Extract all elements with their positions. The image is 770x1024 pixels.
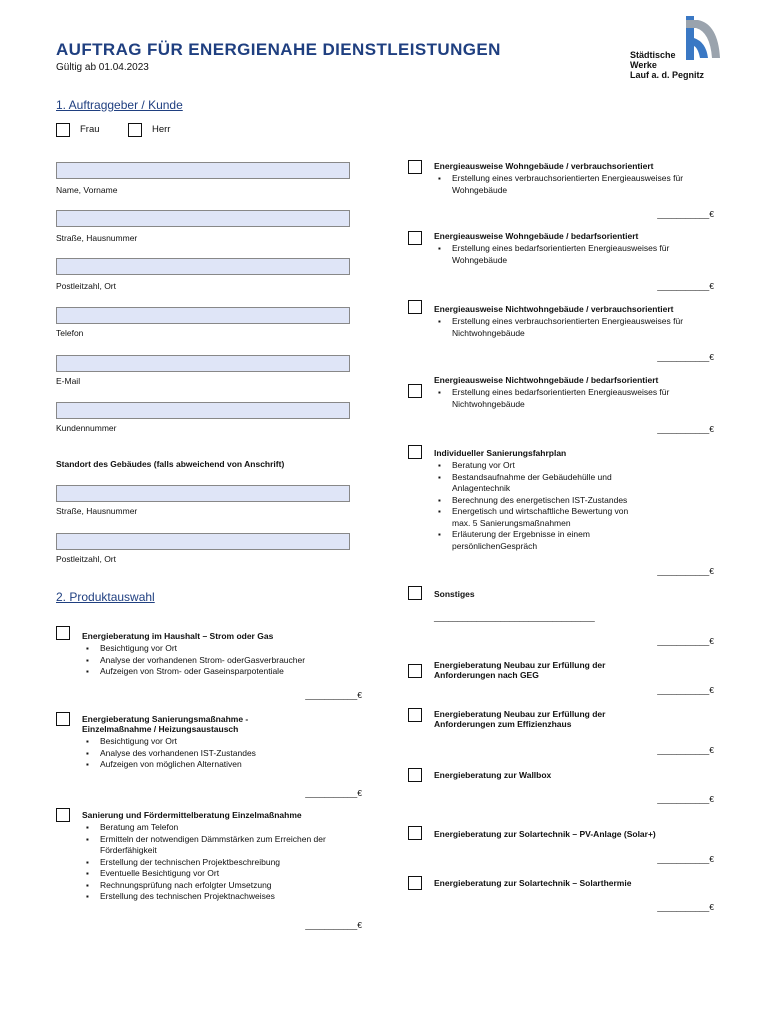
product-title: Energieberatung im Haushalt – Strom oder Gas [82, 631, 274, 641]
product-ea-wohn-verbrauch [434, 161, 714, 196]
product-title: Energieausweise Wohngebäude / bedarfsorientiert [434, 231, 639, 241]
section-products-heading: 2. Produktauswahl [56, 590, 155, 604]
site-street-label: Straße, Hausnummer [56, 506, 138, 516]
list-item: ▪ Besichtigung vor Ort [100, 643, 362, 655]
checkbox-solarthermie[interactable] [408, 876, 422, 890]
label-frau: Frau [80, 124, 100, 135]
company-logo [628, 14, 724, 84]
zip-city-label: Postleitzahl, Ort [56, 281, 116, 291]
product-title: Individueller Sanierungsfahrplan [434, 448, 567, 458]
product-title-sonstiges: Sonstiges [434, 589, 475, 599]
valid-from: Gültig ab 01.04.2023 [56, 62, 149, 73]
list-item: ▪ Ermitteln der notwendigen Dämmstärken zum Erreichen der Förderfähigkeit [100, 834, 364, 857]
site-street-field[interactable] [56, 485, 350, 502]
section-customer-heading: 1. Auftraggeber / Kunde [56, 98, 183, 112]
street-label: Straße, Hausnummer [56, 233, 138, 243]
product-ea-wohn-bedarf [434, 231, 714, 266]
checkbox-ea-wohn-bedarf[interactable] [408, 231, 422, 245]
logo-line-1: Städtische [630, 50, 676, 60]
list-item: ▪ Rechnungsprüfung nach erfolgter Umsetzung [100, 880, 364, 892]
checkbox-sanierung[interactable] [56, 712, 70, 726]
product-foerdermittel [82, 810, 364, 903]
checkbox-haushalt[interactable] [56, 626, 70, 640]
product-sanierungsfahrplan [434, 448, 634, 552]
price-field[interactable]: ___________€ [657, 794, 714, 804]
checkbox-herr[interactable] [128, 123, 142, 137]
price-field[interactable]: ___________€ [657, 745, 714, 755]
list-item: ▪ Erläuterung der Ergebnisse in einem persönlichenGespräch [452, 529, 634, 552]
list-item: ▪ Beratung vor Ort [452, 460, 634, 472]
product-title-wallbox: Energieberatung zur Wallbox [434, 770, 552, 780]
price-field[interactable]: ___________€ [657, 685, 714, 695]
logo-line-3: Lauf a. d. Pegnitz [630, 70, 705, 80]
list-item: ▪ Erstellung der technischen Projektbeschreibung [100, 857, 364, 869]
list-item: ▪ Aufzeigen von Strom- oder Gaseinsparpotentiale [100, 666, 362, 678]
price-field[interactable]: ___________€ [657, 902, 714, 912]
label-herr: Herr [152, 124, 171, 135]
product-sanierung [82, 714, 282, 771]
product-ea-nichtwohn-bedarf [434, 375, 714, 410]
phone-field[interactable] [56, 307, 350, 324]
price-field[interactable]: ___________€ [657, 209, 714, 219]
price-field[interactable]: ___________€ [657, 566, 714, 576]
price-field[interactable]: ___________€ [657, 424, 714, 434]
product-haushalt [82, 631, 362, 678]
checkbox-neubau-effizienzhaus[interactable] [408, 708, 422, 722]
price-field[interactable]: ___________€ [657, 281, 714, 291]
product-title: Energieausweise Wohngebäude / verbrauchsorientiert [434, 161, 654, 171]
product-title-pv-anlage: Energieberatung zur Solartechnik – PV-Anlage (Solar+) [434, 829, 656, 839]
checkbox-ea-nichtwohn-bedarf[interactable] [408, 384, 422, 398]
list-item: ▪ Erstellung eines bedarfsorientierten Energieausweises für Wohngebäude [452, 243, 714, 266]
price-field[interactable]: ___________€ [305, 920, 362, 930]
checkbox-foerdermittel[interactable] [56, 808, 70, 822]
list-item: ▪ Erstellung des technischen Projektnachweises [100, 891, 364, 903]
product-title: Energieberatung Sanierungsmaßnahme - Einzelmaßnahme / Heizungsaustausch [82, 714, 249, 734]
customer-number-label: Kundennummer [56, 423, 117, 433]
email-field[interactable] [56, 355, 350, 372]
product-ea-nichtwohn-verbrauch [434, 304, 714, 339]
list-item: ▪ Analyse des vorhandenen IST-Zustandes [100, 748, 282, 760]
product-title-solarthermie: Energieberatung zur Solartechnik – Solarthermie [434, 878, 632, 888]
checkbox-frau[interactable] [56, 123, 70, 137]
product-title: Energieausweise Nichtwohngebäude / verbrauchsorientiert [434, 304, 674, 314]
list-item: ▪ Bestandsaufnahme der Gebäudehülle und Anlagentechnik [452, 472, 634, 495]
list-item: ▪ Eventuelle Besichtigung vor Ort [100, 868, 364, 880]
logo-line-2: Werke [630, 60, 657, 70]
product-title-neubau-geg: Energieberatung Neubau zur Erfüllung der Anforderungen nach GEG [434, 660, 606, 680]
list-item: ▪ Erstellung eines bedarfsorientierten Energieausweises für Nichtwohngebäude [452, 387, 714, 410]
checkbox-sanierungsfahrplan[interactable] [408, 445, 422, 459]
list-item: ▪ Besichtigung vor Ort [100, 736, 282, 748]
customer-number-field[interactable] [56, 402, 350, 419]
email-label: E-Mail [56, 376, 81, 386]
name-field[interactable] [56, 162, 350, 179]
list-item: ▪ Energetisch und wirtschaftliche Bewertung von max. 5 Sanierungsmaßnahmen [452, 506, 634, 529]
list-item: ▪ Analyse der vorhandenen Strom- oderGasverbraucher [100, 655, 362, 667]
list-item: ▪ Beratung am Telefon [100, 822, 364, 834]
checkbox-ea-wohn-verbrauch[interactable] [408, 160, 422, 174]
checkbox-sonstiges[interactable] [408, 586, 422, 600]
list-item: ▪ Erstellung eines verbrauchsorientierten Energieausweises für Wohngebäude [452, 173, 714, 196]
product-title: Energieausweise Nichtwohngebäude / bedarfsorientiert [434, 375, 659, 385]
form-title: AUFTRAG FÜR ENERGIENAHE DIENSTLEISTUNGEN [56, 40, 501, 59]
price-field[interactable]: ___________€ [657, 636, 714, 646]
price-field[interactable]: ___________€ [305, 690, 362, 700]
product-title-neubau-effizienzhaus: Energieberatung Neubau zur Erfüllung der Anforderungen zum Effizienzhaus [434, 709, 606, 729]
checkbox-ea-nichtwohn-verbrauch[interactable] [408, 300, 422, 314]
product-title: Sanierung und Fördermittelberatung Einzelmaßnahme [82, 810, 302, 820]
phone-label: Telefon [56, 328, 84, 338]
name-label: Name, Vorname [56, 185, 118, 195]
list-item: ▪ Berechnung des energetischen IST-Zustandes [452, 495, 634, 507]
site-zip-city-label: Postleitzahl, Ort [56, 554, 116, 564]
list-item: ▪ Erstellung eines verbrauchsorientierten Energieausweises für Nichtwohngebäude [452, 316, 714, 339]
site-heading: Standort des Gebäudes (falls abweichend von Anschrift) [56, 459, 285, 469]
checkbox-wallbox[interactable] [408, 768, 422, 782]
price-field[interactable]: ___________€ [305, 788, 362, 798]
price-field[interactable]: ___________€ [657, 854, 714, 864]
zip-city-field[interactable] [56, 258, 350, 275]
sonstiges-line[interactable]: __________________________________ [434, 612, 595, 622]
list-item: ▪ Aufzeigen von möglichen Alternativen [100, 759, 282, 771]
street-field[interactable] [56, 210, 350, 227]
site-zip-city-field[interactable] [56, 533, 350, 550]
checkbox-neubau-geg[interactable] [408, 664, 422, 678]
checkbox-pv-anlage[interactable] [408, 826, 422, 840]
price-field[interactable]: ___________€ [657, 352, 714, 362]
